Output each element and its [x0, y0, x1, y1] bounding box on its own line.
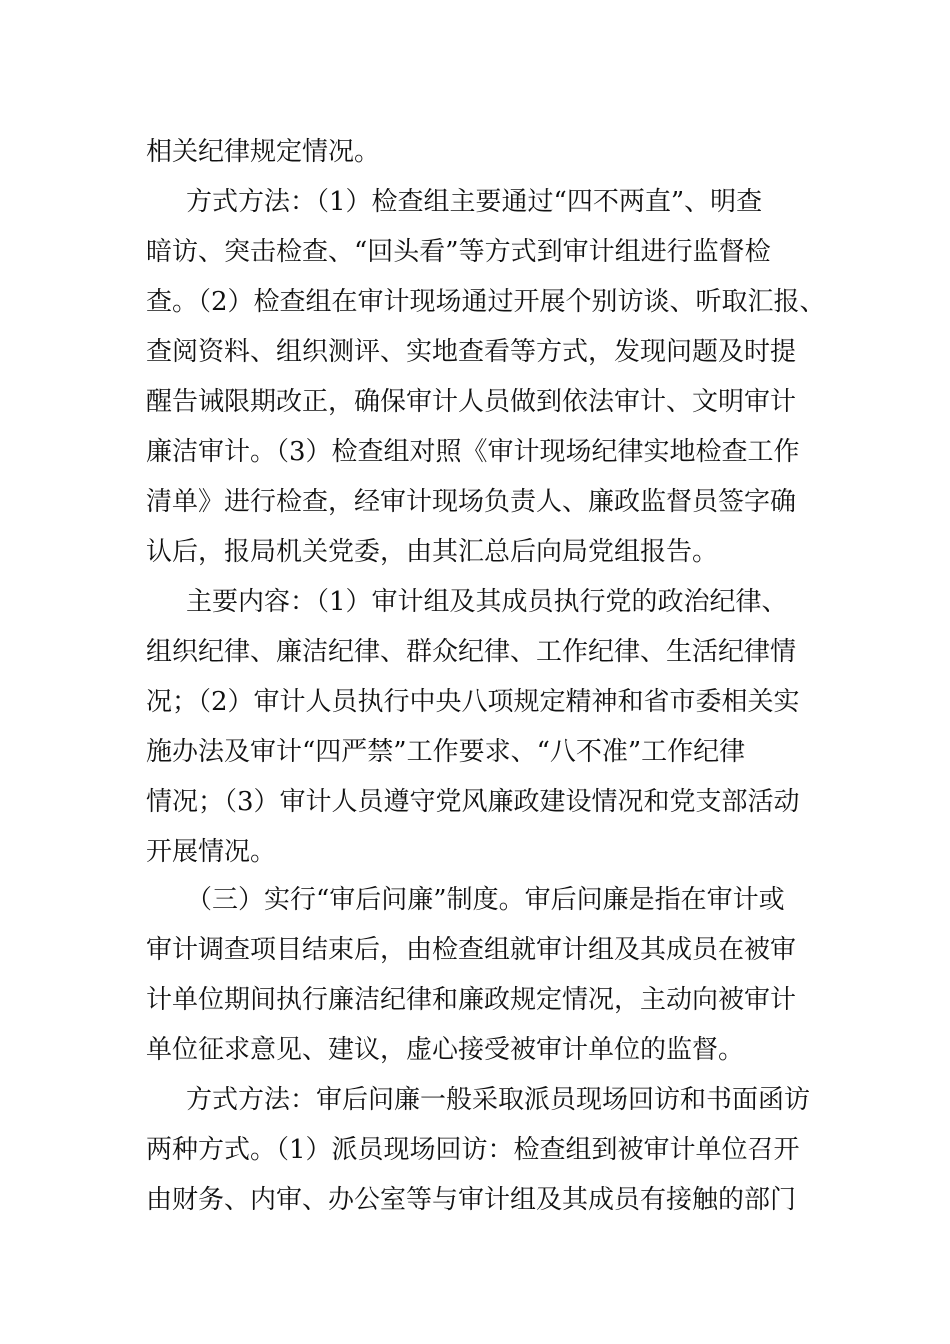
- text-line-20: 方式方法：审后问廉一般采取派员现场回访和书面函访: [186, 1085, 811, 1115]
- text-line-16: （三）实行“审后问廉”制度。审后问廉是指在审计或: [186, 885, 785, 915]
- text-line-14: 情况；（3）审计人员遵守党风廉政建设情况和党支部活动: [146, 787, 800, 817]
- text-line-18: 计单位期间执行廉洁纪律和廉政规定情况，主动向被审计: [146, 985, 797, 1015]
- text-line-13: 施办法及审计“四严禁”工作要求、“八不准”工作纪律: [146, 737, 746, 767]
- text-line-1: 相关纪律规定情况。: [146, 137, 381, 167]
- text-line-4: 查。（2）检查组在审计现场通过开展个别访谈、听取汇报、: [146, 287, 826, 317]
- text-line-11: 组织纪律、廉洁纪律、群众纪律、工作纪律、生活纪律情: [146, 637, 797, 667]
- text-line-8: 清单》进行检查，经审计现场负责人、廉政监督员签字确: [146, 487, 797, 517]
- text-line-7: 廉洁审计。（3）检查组对照《审计现场纪律实地检查工作: [146, 437, 800, 467]
- text-line-22: 由财务、内审、办公室等与审计组及其成员有接触的部门: [146, 1185, 797, 1215]
- text-line-12: 况；（2）审计人员执行中央八项规定精神和省市委相关实: [146, 687, 800, 717]
- text-line-9: 认后，报局机关党委，由其汇总后向局党组报告。: [146, 537, 719, 567]
- text-line-19: 单位征求意见、建议，虚心接受被审计单位的监督。: [146, 1035, 745, 1065]
- text-line-2: 方式方法：（1）检查组主要通过“四不两直”、明查: [186, 187, 763, 217]
- text-line-17: 审计调查项目结束后，由检查组就审计组及其成员在被审: [146, 935, 797, 965]
- text-line-5: 查阅资料、组织测评、实地查看等方式，发现问题及时提: [146, 337, 797, 367]
- text-line-15: 开展情况。: [146, 837, 277, 867]
- text-line-6: 醒告诫限期改正，确保审计人员做到依法审计、文明审计: [146, 387, 797, 417]
- text-line-21: 两种方式。（1）派员现场回访：检查组到被审计单位召开: [146, 1135, 800, 1165]
- text-line-10: 主要内容：（1）审计组及其成员执行党的政治纪律、: [186, 587, 788, 617]
- text-line-3: 暗访、突击检查、“回头看”等方式到审计组进行监督检: [146, 237, 771, 267]
